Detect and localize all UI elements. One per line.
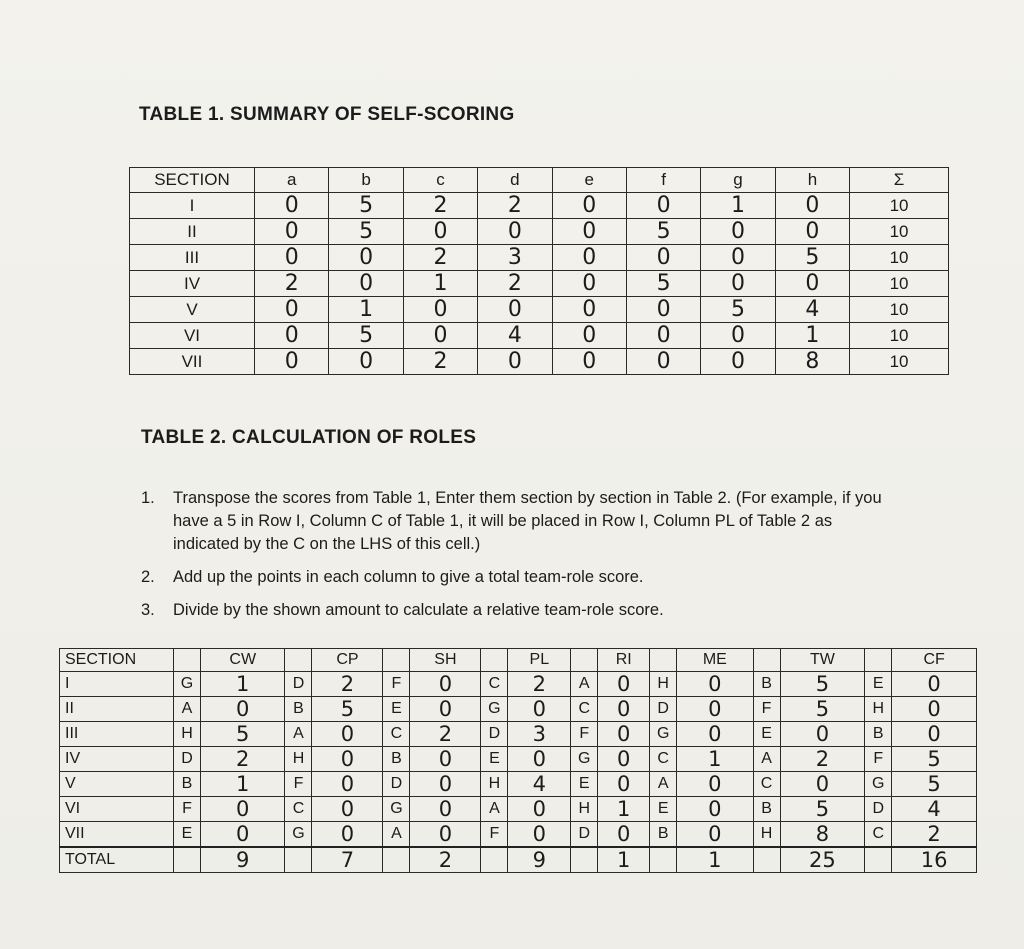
table1-sum-cell: 10	[850, 245, 949, 271]
table1-column-header: c	[403, 168, 477, 193]
table1-score-cell: 1	[329, 297, 403, 323]
table2-total-blank	[174, 847, 201, 873]
table1-row	[130, 193, 949, 219]
table1-score-cell: 1	[701, 193, 775, 219]
table1-score-cell: 0	[701, 323, 775, 349]
table2-score-cell: 0	[201, 697, 285, 722]
table1-score-cell: 0	[403, 297, 477, 323]
table1-score-cell: 0	[701, 349, 775, 375]
table1-score-cell: 1	[775, 323, 849, 349]
table1-score-cell: 8	[775, 349, 849, 375]
table1-section-label: I	[130, 193, 255, 219]
table2-score-cell: 0	[892, 697, 977, 722]
table2-row	[60, 797, 977, 822]
instruction-text: Transpose the scores from Table 1, Enter them section by section in Table 2. (For example, if you have a 5 in Row I, Column C of Table 1, it will be placed in Row I, Column PL of Table 2 as indicated by the C on the LHS of this cell.)	[173, 489, 882, 553]
table1-row	[130, 323, 949, 349]
table1-score-cell: 2	[403, 349, 477, 375]
table2-header-row	[60, 649, 977, 672]
table2-section-label: II	[60, 697, 174, 722]
table1-column-header: Σ	[850, 168, 949, 193]
table1-score-cell: 0	[329, 245, 403, 271]
table1-row	[130, 349, 949, 375]
table2-source-letter: B	[753, 672, 780, 697]
table1-score-cell: 0	[255, 349, 329, 375]
table2-score-cell: 0	[312, 822, 383, 848]
table2-score-cell: 0	[598, 722, 650, 747]
table2-score-cell: 5	[780, 672, 865, 697]
table2-letter-header-blank	[174, 649, 201, 672]
table2-source-letter: G	[174, 672, 201, 697]
table2-role-header: RI	[598, 649, 650, 672]
table2-score-cell: 0	[312, 747, 383, 772]
table1-score-cell: 0	[552, 193, 626, 219]
table2-total-blank	[285, 847, 312, 873]
table2-letter-header-blank	[650, 649, 677, 672]
table2-role-header: CW	[201, 649, 285, 672]
table2-score-cell: 0	[410, 772, 481, 797]
table2-score-cell: 2	[780, 747, 865, 772]
instruction-number: 2.	[141, 568, 155, 586]
table2-total-label: TOTAL	[60, 847, 174, 873]
table2-score-cell: 0	[312, 797, 383, 822]
table2-score-cell: 5	[312, 697, 383, 722]
table1-row	[130, 219, 949, 245]
table1-score-cell: 0	[329, 349, 403, 375]
table1-score-cell: 5	[329, 219, 403, 245]
table2-source-letter: A	[650, 772, 677, 797]
table2-source-letter: H	[571, 797, 598, 822]
table1-section-header: SECTION	[130, 168, 255, 193]
table1-score-cell: 0	[626, 193, 700, 219]
table2-source-letter: E	[174, 822, 201, 848]
table2-score-cell: 1	[677, 747, 753, 772]
table2-source-letter: D	[174, 747, 201, 772]
table1-score-cell: 5	[329, 323, 403, 349]
table2-row	[60, 672, 977, 697]
table1-score-cell: 5	[626, 219, 700, 245]
table2-source-letter: G	[865, 772, 892, 797]
table1-score-cell: 0	[626, 323, 700, 349]
instruction-text: Divide by the shown amount to calculate a relative team-role score.	[173, 601, 664, 619]
table1-sum-cell: 10	[850, 323, 949, 349]
table1-section-label: V	[130, 297, 255, 323]
table2-total-value: 25	[780, 847, 865, 873]
table2-source-letter: C	[650, 747, 677, 772]
table1-row	[130, 297, 949, 323]
table2-source-letter: C	[753, 772, 780, 797]
table2-row	[60, 747, 977, 772]
table1-sum-cell: 10	[850, 193, 949, 219]
table2-total-blank	[650, 847, 677, 873]
table2-score-cell: 4	[892, 797, 977, 822]
table2-section-label: I	[60, 672, 174, 697]
self-scoring-table	[129, 167, 949, 375]
table2-source-letter: B	[865, 722, 892, 747]
table1-score-cell: 0	[701, 219, 775, 245]
table1-title: TABLE 1. SUMMARY OF SELF-SCORING	[139, 104, 515, 125]
table1-score-cell: 2	[403, 245, 477, 271]
table1-section-label: IV	[130, 271, 255, 297]
table2-source-letter: H	[174, 722, 201, 747]
table1-section-label: II	[130, 219, 255, 245]
table2-row	[60, 772, 977, 797]
table2-score-cell: 0	[508, 797, 571, 822]
table2-source-letter: C	[481, 672, 508, 697]
table1-score-cell: 0	[478, 349, 552, 375]
table2-score-cell: 0	[508, 822, 571, 848]
table1-score-cell: 2	[478, 193, 552, 219]
table1-score-cell: 5	[626, 271, 700, 297]
table2-score-cell: 1	[598, 797, 650, 822]
table2-source-letter: H	[285, 747, 312, 772]
table1-column-header: h	[775, 168, 849, 193]
table1-score-cell: 5	[701, 297, 775, 323]
table1-score-cell: 0	[255, 193, 329, 219]
table2-source-letter: A	[571, 672, 598, 697]
table2-source-letter: F	[174, 797, 201, 822]
table2-score-cell: 2	[312, 672, 383, 697]
table2-section-label: VII	[60, 822, 174, 848]
table2-score-cell: 0	[201, 797, 285, 822]
table1-score-cell: 0	[255, 219, 329, 245]
table2-score-cell: 0	[598, 747, 650, 772]
table1-score-cell: 0	[701, 271, 775, 297]
table1-section-label: VII	[130, 349, 255, 375]
table1-score-cell: 0	[329, 271, 403, 297]
table1-score-cell: 0	[775, 219, 849, 245]
table2-role-header: TW	[780, 649, 865, 672]
table2-row	[60, 822, 977, 848]
table1-score-cell: 0	[478, 297, 552, 323]
table2-source-letter: D	[481, 722, 508, 747]
table1-score-cell: 0	[552, 349, 626, 375]
table2-score-cell: 0	[312, 722, 383, 747]
table2-source-letter: E	[481, 747, 508, 772]
table1-column-header: d	[478, 168, 552, 193]
table2-score-cell: 0	[410, 672, 481, 697]
table2-source-letter: A	[383, 822, 410, 848]
table2-source-letter: H	[753, 822, 780, 848]
instruction-item	[141, 487, 901, 556]
table1-score-cell: 0	[255, 245, 329, 271]
table2-score-cell: 2	[892, 822, 977, 848]
table2-source-letter: F	[571, 722, 598, 747]
table2-role-header: CF	[892, 649, 977, 672]
table2-source-letter: E	[571, 772, 598, 797]
table2-score-cell: 0	[598, 772, 650, 797]
table2-source-letter: H	[650, 672, 677, 697]
table2-score-cell: 0	[892, 672, 977, 697]
table2-score-cell: 0	[410, 697, 481, 722]
table1-score-cell: 0	[626, 245, 700, 271]
table2-role-header: CP	[312, 649, 383, 672]
table1-score-cell: 2	[478, 271, 552, 297]
table1-score-cell: 2	[403, 193, 477, 219]
table2-section-label: IV	[60, 747, 174, 772]
table2-total-value: 16	[892, 847, 977, 873]
table2-score-cell: 0	[677, 772, 753, 797]
table2-letter-header-blank	[285, 649, 312, 672]
table2-source-letter: C	[285, 797, 312, 822]
table2-source-letter: E	[753, 722, 780, 747]
table2-score-cell: 0	[598, 672, 650, 697]
table1-sum-cell: 10	[850, 297, 949, 323]
table2-score-cell: 5	[780, 797, 865, 822]
table2-source-letter: C	[865, 822, 892, 848]
table2-role-header: PL	[508, 649, 571, 672]
table2-source-letter: C	[571, 697, 598, 722]
table2-letter-header-blank	[753, 649, 780, 672]
table2-total-value: 2	[410, 847, 481, 873]
table2-source-letter: A	[481, 797, 508, 822]
table2-score-cell: 4	[508, 772, 571, 797]
table2-score-cell: 3	[508, 722, 571, 747]
table2-total-value: 7	[312, 847, 383, 873]
table1-column-header: e	[552, 168, 626, 193]
table2-source-letter: E	[865, 672, 892, 697]
table2-score-cell: 0	[508, 697, 571, 722]
table2-source-letter: F	[285, 772, 312, 797]
table1-section-label: III	[130, 245, 255, 271]
table2-source-letter: C	[383, 722, 410, 747]
table1-section-label: VI	[130, 323, 255, 349]
table2-row	[60, 697, 977, 722]
table1-score-cell: 0	[478, 219, 552, 245]
table2-source-letter: H	[865, 697, 892, 722]
table1-score-cell: 0	[775, 193, 849, 219]
table2-source-letter: D	[865, 797, 892, 822]
table2-section-header: SECTION	[60, 649, 174, 672]
table1-score-cell: 0	[552, 271, 626, 297]
table2-total-value: 9	[201, 847, 285, 873]
table1-score-cell: 0	[552, 245, 626, 271]
table2-source-letter: B	[383, 747, 410, 772]
table2-row	[60, 722, 977, 747]
table2-score-cell: 8	[780, 822, 865, 848]
table2-score-cell: 0	[410, 797, 481, 822]
table2-score-cell: 2	[410, 722, 481, 747]
table2-source-letter: G	[650, 722, 677, 747]
table2-source-letter: B	[753, 797, 780, 822]
table1-score-cell: 0	[626, 349, 700, 375]
table2-score-cell: 5	[780, 697, 865, 722]
table1-sum-cell: 10	[850, 219, 949, 245]
table2-score-cell: 0	[598, 822, 650, 848]
table2-total-blank	[865, 847, 892, 873]
table1-column-header: f	[626, 168, 700, 193]
table2-source-letter: F	[865, 747, 892, 772]
table1-sum-cell: 10	[850, 271, 949, 297]
table2-score-cell: 5	[892, 772, 977, 797]
table2-source-letter: G	[383, 797, 410, 822]
table2-total-row	[60, 847, 977, 873]
table2-source-letter: B	[174, 772, 201, 797]
table1-score-cell: 3	[478, 245, 552, 271]
table2-source-letter: F	[383, 672, 410, 697]
table2-source-letter: D	[383, 772, 410, 797]
table2-source-letter: B	[650, 822, 677, 848]
table1-column-header: b	[329, 168, 403, 193]
table2-score-cell: 0	[892, 722, 977, 747]
table2-score-cell: 0	[677, 722, 753, 747]
table1-score-cell: 0	[403, 219, 477, 245]
table1-score-cell: 0	[701, 245, 775, 271]
table2-score-cell: 5	[892, 747, 977, 772]
table2-role-header: ME	[677, 649, 753, 672]
table2-source-letter: F	[753, 697, 780, 722]
table2-total-blank	[753, 847, 780, 873]
table2-source-letter: D	[285, 672, 312, 697]
table2-score-cell: 0	[780, 772, 865, 797]
table2-score-cell: 2	[508, 672, 571, 697]
table2-score-cell: 0	[677, 797, 753, 822]
table2-source-letter: A	[285, 722, 312, 747]
table2-source-letter: A	[174, 697, 201, 722]
table2-title: TABLE 2. CALCULATION OF ROLES	[141, 427, 477, 448]
table2-score-cell: 0	[508, 747, 571, 772]
table2-score-cell: 1	[201, 772, 285, 797]
table2-score-cell: 2	[201, 747, 285, 772]
table2-source-letter: D	[571, 822, 598, 848]
instruction-item	[141, 566, 901, 589]
table2-source-letter: E	[383, 697, 410, 722]
table1-score-cell: 0	[255, 297, 329, 323]
table2-total-blank	[571, 847, 598, 873]
table2-source-letter: G	[285, 822, 312, 848]
table2-score-cell: 0	[677, 822, 753, 848]
table2-source-letter: H	[481, 772, 508, 797]
table2-source-letter: E	[650, 797, 677, 822]
table1-score-cell: 2	[255, 271, 329, 297]
instructions-list	[141, 487, 901, 632]
table2-letter-header-blank	[571, 649, 598, 672]
table2-score-cell: 0	[312, 772, 383, 797]
table1-score-cell: 4	[775, 297, 849, 323]
table2-score-cell: 0	[410, 747, 481, 772]
table2-total-blank	[481, 847, 508, 873]
table1-score-cell: 4	[478, 323, 552, 349]
table2-score-cell: 0	[410, 822, 481, 848]
table1-column-header: a	[255, 168, 329, 193]
table2-section-label: III	[60, 722, 174, 747]
table2-score-cell: 0	[677, 672, 753, 697]
table1-score-cell: 0	[255, 323, 329, 349]
table1-score-cell: 0	[552, 323, 626, 349]
table2-total-value: 1	[598, 847, 650, 873]
table2-section-label: V	[60, 772, 174, 797]
table2-score-cell: 5	[201, 722, 285, 747]
instruction-item	[141, 599, 901, 622]
table1-column-header: g	[701, 168, 775, 193]
table1-score-cell: 0	[775, 271, 849, 297]
table1-score-cell: 5	[329, 193, 403, 219]
table2-source-letter: B	[285, 697, 312, 722]
instruction-number: 3.	[141, 601, 155, 619]
table2-total-value: 1	[677, 847, 753, 873]
instruction-text: Add up the points in each column to give a total team-role score.	[173, 568, 644, 586]
table2-score-cell: 1	[201, 672, 285, 697]
table1-row	[130, 245, 949, 271]
table1-score-cell: 0	[552, 297, 626, 323]
table2-source-letter: G	[571, 747, 598, 772]
table2-source-letter: G	[481, 697, 508, 722]
instruction-number: 1.	[141, 489, 155, 507]
table2-score-cell: 0	[780, 722, 865, 747]
table2-letter-header-blank	[481, 649, 508, 672]
table1-header-row	[130, 168, 949, 193]
table1-score-cell: 1	[403, 271, 477, 297]
role-calculation-table	[59, 648, 977, 873]
table1-score-cell: 5	[775, 245, 849, 271]
table2-total-value: 9	[508, 847, 571, 873]
table1-score-cell: 0	[403, 323, 477, 349]
table2-letter-header-blank	[383, 649, 410, 672]
table1-row	[130, 271, 949, 297]
table1-score-cell: 0	[626, 297, 700, 323]
table2-source-letter: F	[481, 822, 508, 848]
table2-role-header: SH	[410, 649, 481, 672]
table2-score-cell: 0	[677, 697, 753, 722]
table2-section-label: VI	[60, 797, 174, 822]
table1-sum-cell: 10	[850, 349, 949, 375]
table2-source-letter: A	[753, 747, 780, 772]
table2-total-blank	[383, 847, 410, 873]
table1-score-cell: 0	[552, 219, 626, 245]
table2-letter-header-blank	[865, 649, 892, 672]
table2-source-letter: D	[650, 697, 677, 722]
table2-score-cell: 0	[201, 822, 285, 848]
table2-score-cell: 0	[598, 697, 650, 722]
